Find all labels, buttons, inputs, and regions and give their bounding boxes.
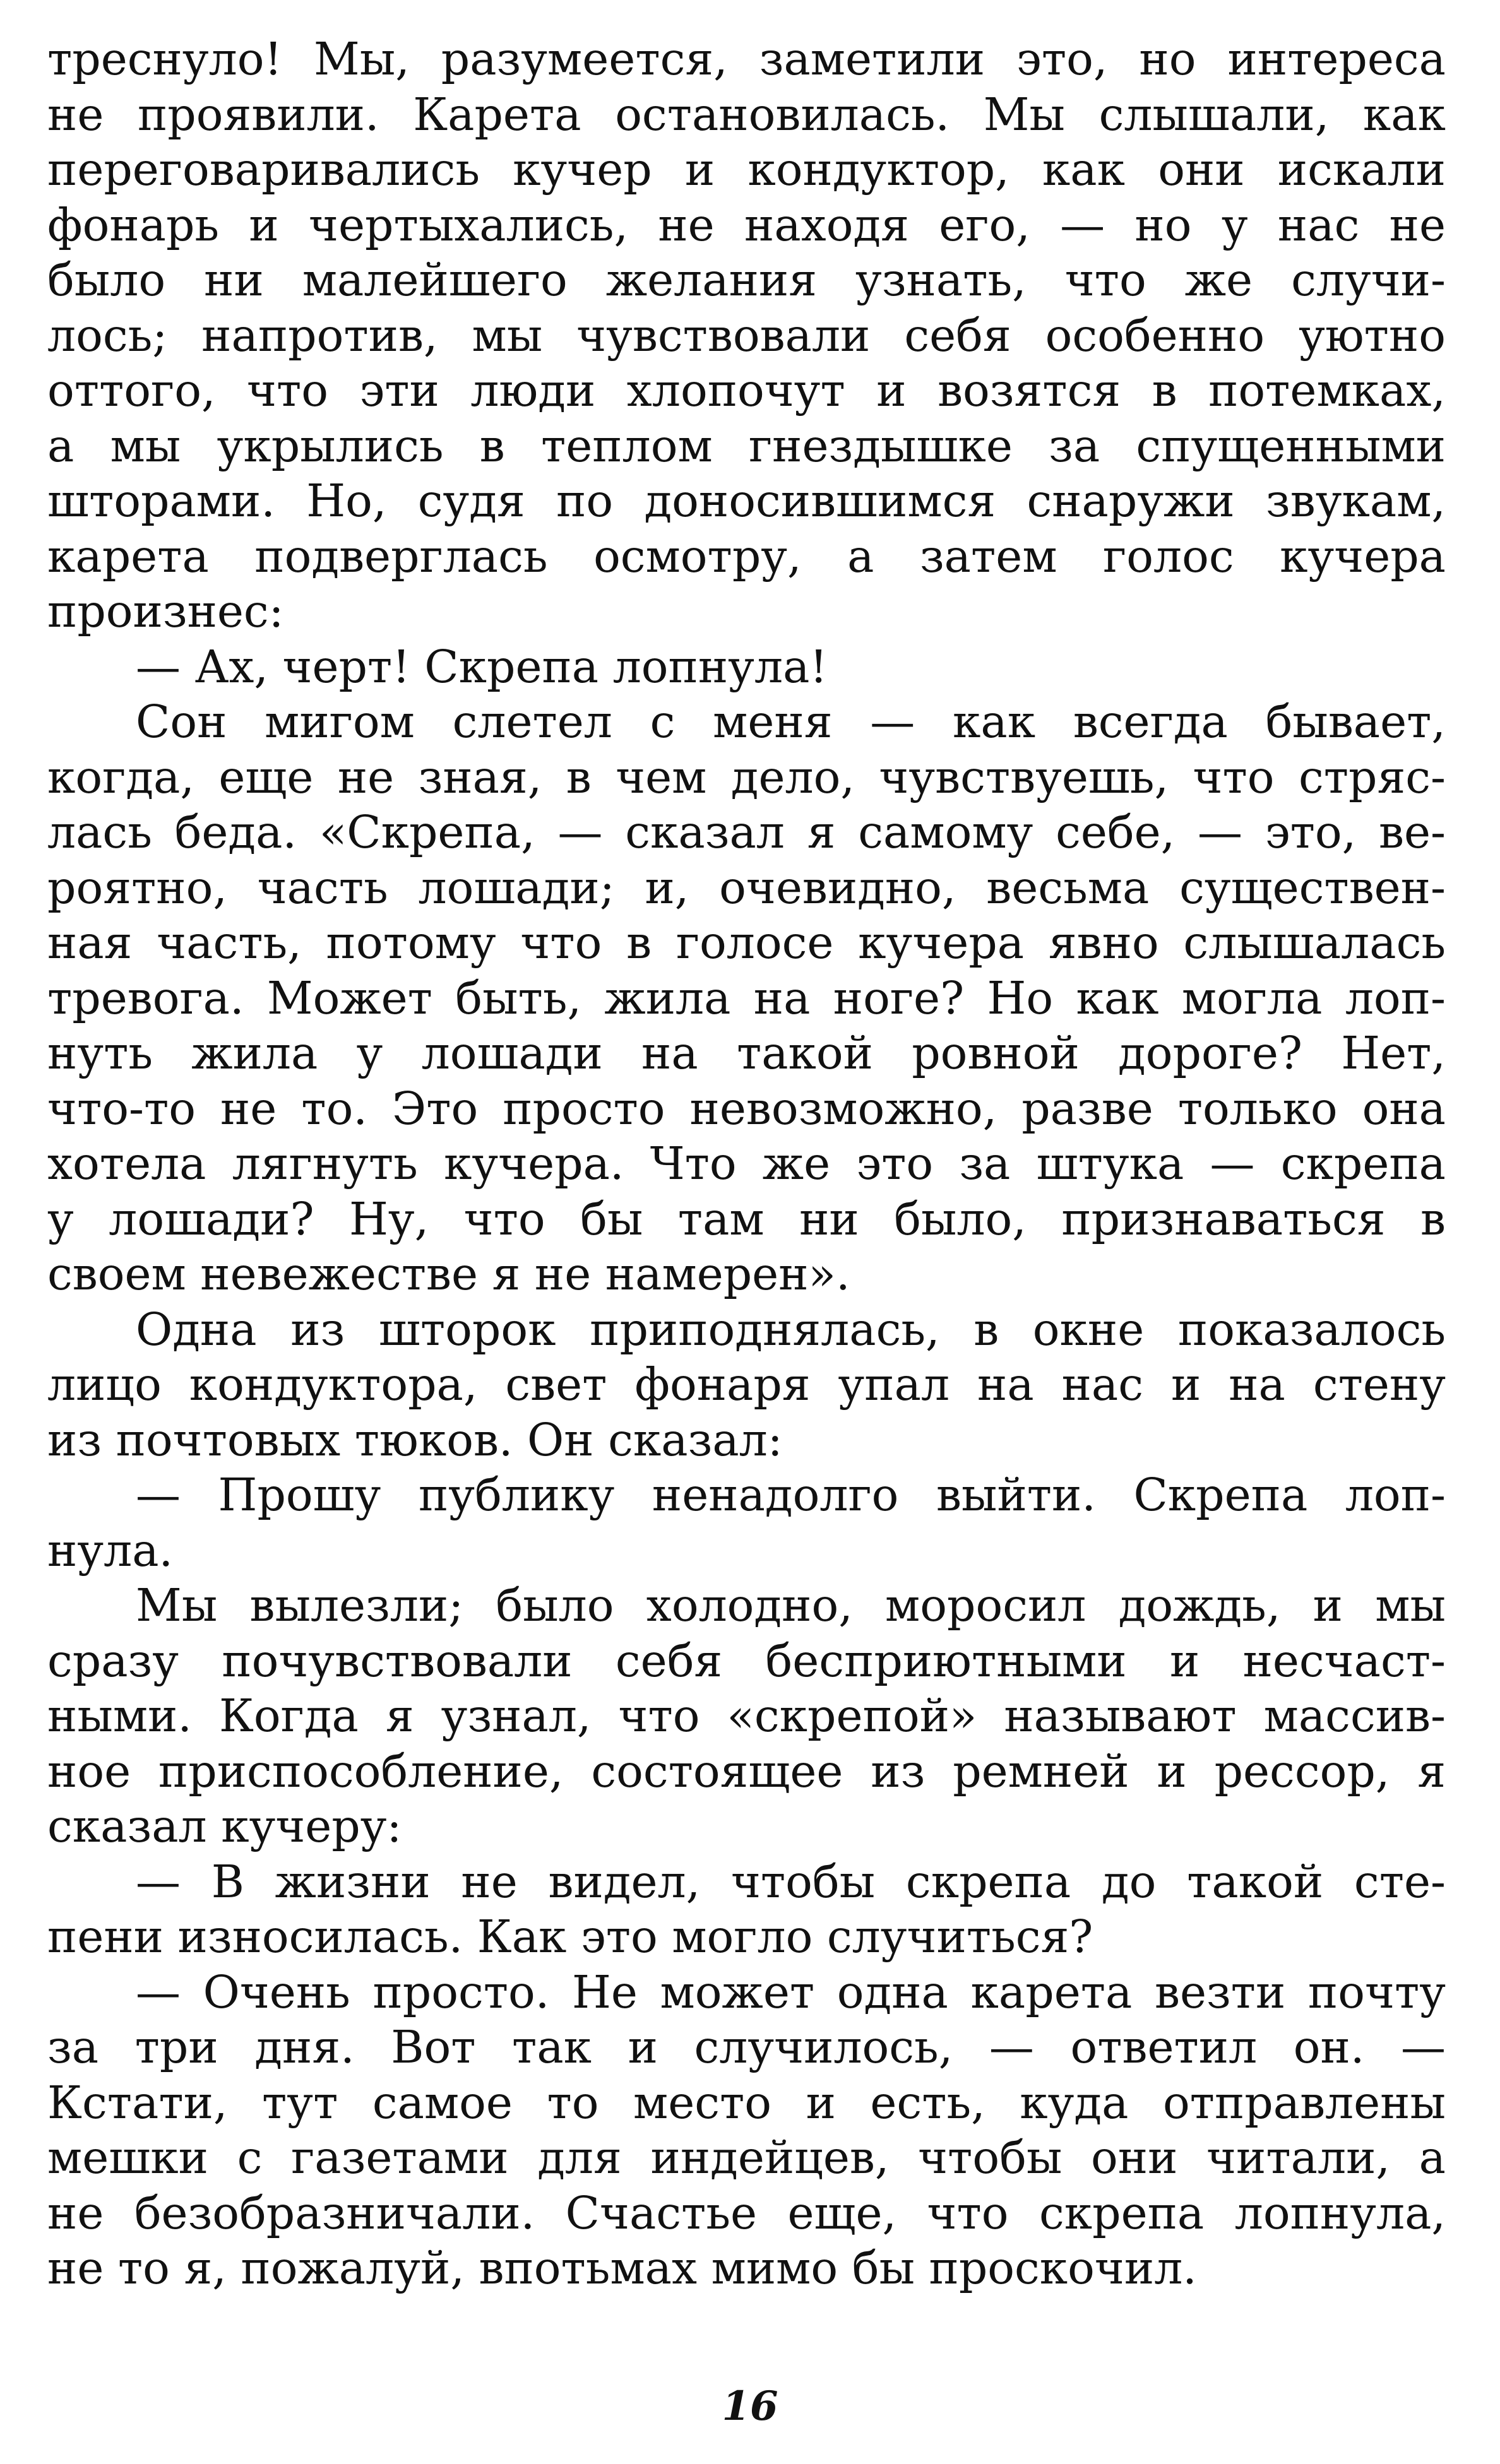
page-number: 16 [722,2383,778,2430]
text-line: лась беда. «Скрепа, — сказал я самому себе, — это, ве- [47,806,1446,858]
text-line: — Ах, черт! Скрепа лопнула! [136,640,828,693]
text-line: своем невежестве я не намерен». [47,1248,850,1300]
text-line: фонарь и чертыхались, не находя его, — но у нас не [47,198,1446,251]
text-line: ными. Когда я узнал, что «скрепой» называют массив- [47,1690,1446,1742]
text-line: — Очень просто. Не может одна карета везти почту [136,1965,1446,2018]
text-line: мешки с газетами для индейцев, чтобы они читали, а [47,2131,1446,2184]
text-line: что-то не то. Это просто невозможно, разве только она [47,1082,1446,1135]
text-line: Мы вылезли; было холодно, моросил дождь, и мы [136,1579,1446,1632]
text-line: не то я, пожалуй, впотьмах мимо бы проскочил. [47,2242,1197,2294]
text-line: у лошади? Ну, что бы там ни было, признаваться в [47,1192,1446,1245]
text-line: произнес: [47,585,284,637]
text-line: а мы укрылись в теплом гнездышке за спущенными [47,419,1446,472]
text-line: Кстати, тут самое то место и есть, куда отправлены [47,2076,1446,2129]
text-line: не безобразничали. Счастье еще, что скрепа лопнула, [47,2186,1446,2239]
text-line: пени износилась. Как это могло случиться? [47,1910,1093,1963]
text-line: Одна из шторок приподнялась, в окне показалось [136,1303,1446,1356]
text-line: лось; напротив, мы чувствовали себя особенно уютно [47,309,1446,362]
text-line: сразу почувствовали себя бесприютными и несчаст- [47,1634,1446,1687]
text-line: ное приспособление, состоящее из ремней и рессор, я [47,1744,1446,1798]
text-line: шторами. Но, судя по доносившимся снаружи звукам, [47,475,1446,527]
page-body [47,32,1446,2296]
text-line: — Прошу публику ненадолго выйти. Скрепа лоп- [136,1469,1446,1521]
text-line: сказал кучеру: [47,1800,402,1852]
text-line: переговаривались кучер и кондуктор, как они искали [47,143,1446,196]
text-line: — В жизни не видел, чтобы скрепа до такой сте- [136,1855,1446,1908]
text-line: нуть жила у лошади на такой ровной дороге? Нет, [47,1027,1446,1079]
text-line: было ни малейшего желания узнать, что же случи- [47,254,1446,306]
text-line: хотела лягнуть кучера. Что же это за штука — скрепа [47,1137,1446,1190]
text-line: не проявили. Карета остановилась. Мы слышали, как [47,88,1446,141]
text-line: лицо кондуктора, свет фонаря упал на нас и на стену [47,1358,1446,1411]
text-line: за три дня. Вот так и случилось, — ответил он. — [47,2021,1446,2073]
text-line: роятно, часть лошади; и, очевидно, весьма существен- [47,861,1446,914]
text-line: тревога. Может быть, жила на ноге? Но как могла лоп- [47,971,1446,1024]
text-line: нула. [47,1524,174,1577]
text-line: из почтовых тюков. Он сказал: [47,1413,783,1466]
text-line: треснуло! Мы, разумеется, заметили это, но интереса [47,33,1446,85]
text-line: когда, еще не зная, в чем дело, чувствуешь, что стряс- [47,750,1446,803]
text-line: ная часть, потому что в голосе кучера явно слышалась [47,916,1446,969]
text-line: оттого, что эти люди хлопочут и возятся в потемках, [47,364,1446,417]
text-line: карета подверглась осмотру, а затем голос кучера [47,530,1446,583]
text-line: Сон мигом слетел с меня — как всегда бывает, [136,696,1446,748]
